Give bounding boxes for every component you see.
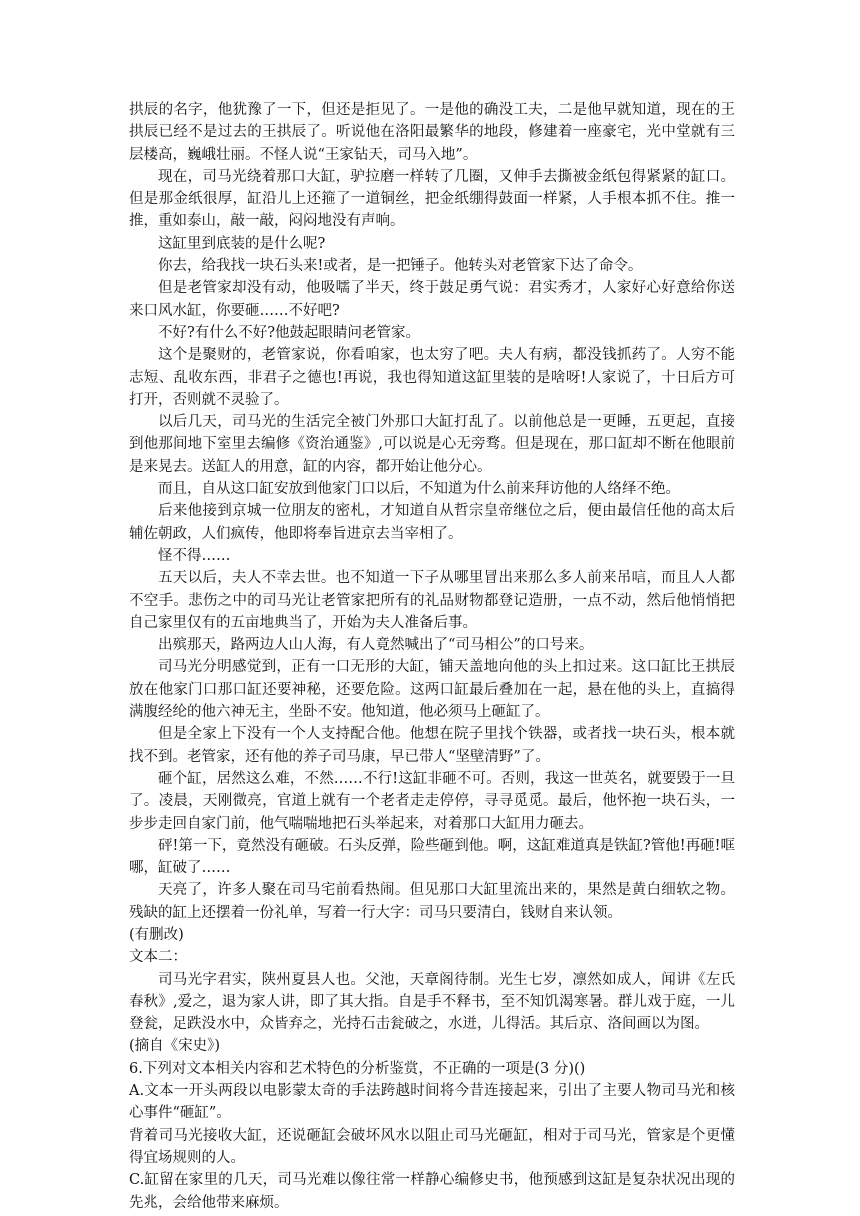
question-line: 6.下列对文本相关内容和艺术特色的分析鉴赏，不正确的一项是(3 分)()	[129, 1060, 586, 1077]
paragraph: (摘自《宋史》)	[129, 1038, 221, 1055]
paragraph: 现在，司马光绕着那口大缸，驴拉磨一样转了几圈，又伸手去撕被金纸包得紧紧的缸口。但是那金纸很厚，缸沿儿上还箍了一道铜丝，把金纸绷得鼓面一样紧，人手根本抓不住。推一推，重如泰山，敲一敲，闷闷地没有声响。	[129, 168, 735, 230]
paragraph: 天亮了，许多人聚在司马宅前看热闹。但见那口大缸里流出来的，果然是黄白细软之物。残缺的缸上还摆着一份礼单，写着一行大字：司马只要清白，钱财自来认领。	[129, 882, 735, 921]
paragraph: 而且，自从这口缸安放到他家门口以后，不知道为什么前来拜访他的人络绎不绝。	[158, 481, 680, 498]
question-line: 背着司马光接收大缸，还说砸缸会破坏风水以阻止司马光砸缸，相对于司马光，管家是个更懂得宜场规则的人。	[129, 1127, 735, 1166]
question-line: A.文本一开头两段以电影蒙太奇的手法跨越时间将今昔连接起来，引出了主要人物司马光和核心事件“砸缸”。	[129, 1083, 735, 1122]
paragraph: 不好?有什么不好?他鼓起眼睛问老管家。	[158, 324, 421, 341]
paragraph: 以后几天，司马光的生活完全被门外那口大缸打乱了。以前他总是一更睡，五更起，直接到他那间地下室里去编修《资治通鉴》,可以说是心无旁骛。但是现在，那口缸却不断在他眼前是来晃去。送缸人的用意，缸的内容，都开始让他分心。	[129, 414, 735, 475]
paragraph: 但是老管家却没有动，他吸嚅了半天，终于鼓足勇气说：君实秀才，人家好心好意给你送来口风水缸，你要砸……不好吧?	[129, 280, 735, 319]
paragraph: 司马光字君实，陕州夏县人也。父池，天章阁待制。光生七岁，凛然如成人，闻讲《左氏春秋》,爱之，退为家人讲，即了其大指。自是手不释书，至不知饥渴寒暑。群儿戏于庭，一儿登瓮，足跌没水中，众皆弃之，光持石击瓮破之，水迸，儿得活。其后京、洛间画以为图。	[129, 971, 735, 1033]
paragraph: 司马光分明感觉到，正有一口无形的大缸，铺天盖地向他的头上扣过来。这口缸比王拱辰放在他家门口那口缸还要神秘，还要危险。这两口缸最后叠加在一起，悬在他的头上，直搞得满腹经纶的他六神无主，坐卧不安。他知道，他必须马上砸缸了。	[129, 659, 735, 721]
paragraph: 怪不得……	[158, 547, 231, 564]
paragraph: 拱辰的名字，他犹豫了一下，但还是拒见了。一是他的确没工夫，二是他早就知道，现在的王拱辰已经不是过去的王拱辰了。听说他在洛阳最繁华的地段，修建着一座豪宅，光中堂就有三层楼高，巍峨壮丽。不怪人说“王家钻天，司马入地”。	[129, 102, 735, 163]
paragraph: 这缸里到底装的是什么呢?	[158, 235, 326, 252]
paragraph: 砸个缸，居然这么难，不然……不行!这缸非砸不可。否则，我这一世英名，就要毁于一旦了。凌晨，天刚微亮，官道上就有一个老者走走停停，寻寻觅觅。最后，他怀抱一块石头，一步步走回自家门前，他气喘喘地把石头举起来，对着那口大缸用力砸去。	[129, 770, 735, 832]
paragraph: 五天以后，夫人不幸去世。也不知道一下子从哪里冒出来那么多人前来吊唁，而且人人都不空手。悲伤之中的司马光让老管家把所有的礼品财物都登记造册，一点不动，然后他悄悄把自己家里仅有的五亩地典当了，开始为夫人准备后事。	[129, 570, 735, 631]
paragraph: 后来他接到京城一位朋友的密札，才知道自从哲宗皇帝继位之后，便由最信任他的高太后辅佐朝政，人们疯传，他即将奉旨进京去当宰相了。	[129, 503, 735, 542]
document-body	[129, 99, 735, 1214]
paragraph: 这个是聚财的，老管家说，你看咱家，也太穷了吧。夫人有病，都没钱抓药了。人穷不能志短、乱收东西，非君子之德也!再说，我也得知道这缸里装的是啥呀!人家说了，十日后方可打开，否则就不灵验了。	[129, 347, 735, 408]
paragraph: 文本二：	[129, 949, 187, 966]
paragraph: 但是全家上下没有一个人支持配合他。他想在院子里找个铁器，或者找一块石头，根本就找不到。老管家，还有他的养子司马康，早已带人“坚壁清野”了。	[129, 726, 735, 765]
paragraph: 砰!第一下，竟然没有砸破。石头反弹，险些砸到他。啊，这缸难道真是铁缸?管他!再砸!哐哪，缸破了……	[129, 837, 735, 877]
paragraph: 你去，给我找一块石头来!或者，是一把锤子。他转头对老管家下达了命令。	[158, 258, 643, 275]
question-line: C.缸留在家里的几天，司马光难以像往常一样静心编修史书，他预感到这缸是复杂状况出现的先兆，会给他带来麻烦。	[129, 1172, 735, 1211]
paragraph: 出殡那天，路两边人山人海，有人竟然喊出了“司马相公”的口号来。	[158, 637, 594, 654]
paragraph: (有删改)	[129, 926, 184, 943]
